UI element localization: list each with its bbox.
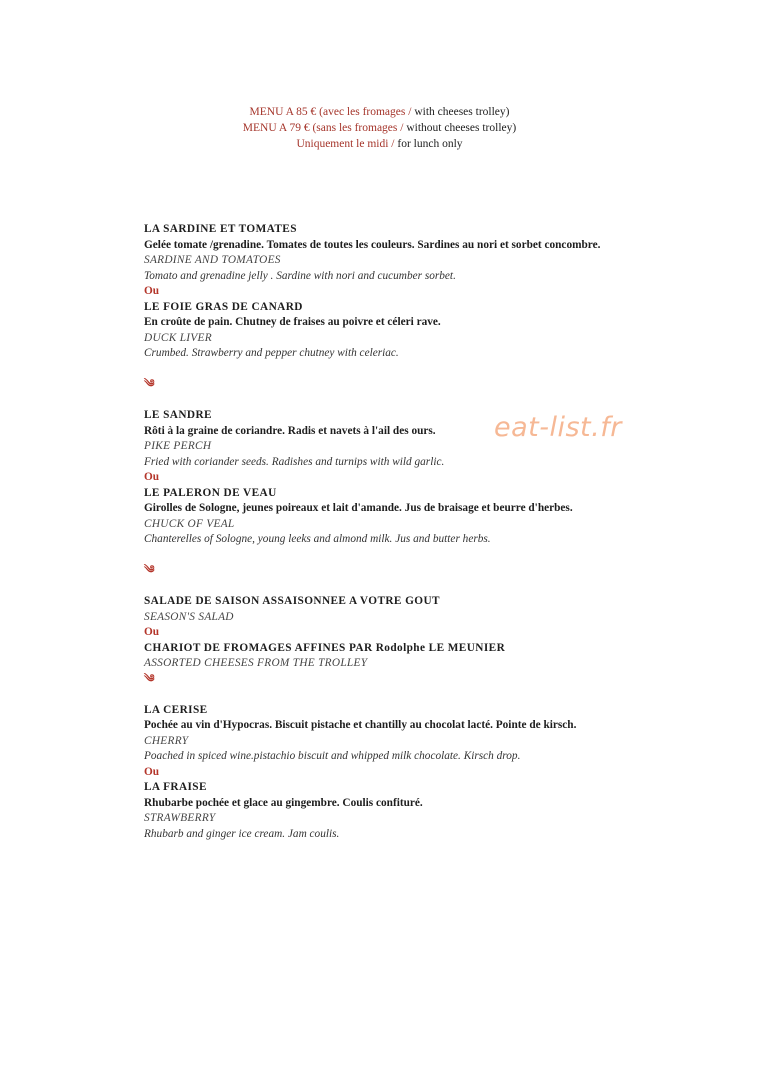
lunch-only-line: Uniquement le midi / for lunch only [296,138,463,150]
dish-title: LE SANDRE [144,409,212,421]
menu-header [0,104,759,152]
dish-description-english: Poached in spiced wine.pistachio biscuit and whipped milk chocolate. Kirsch drop. [144,750,521,762]
dessert-course [144,703,744,843]
or-separator: Ou [144,471,160,483]
dish-foie-gras [144,300,744,362]
price-line-with-cheese: MENU A 85 € (avec les fromages / with cheeses trolley) [249,106,510,118]
dish-salad [144,594,744,625]
dish-title-english: CHERRY [144,734,189,747]
dish-title: CHARIOT DE FROMAGES AFFINES PAR Rodolphe LE MEUNIER [144,641,506,654]
dish-sandre [144,408,744,470]
dish-title: SALADE DE SAISON ASSAISONNEE A VOTRE GOUT [144,595,440,607]
or-separator: Ou [144,765,160,778]
dish-cerise [144,703,744,765]
dish-description: Gelée tomate /grenadine. Tomates de toutes les couleurs. Sardines au nori et sorbet concombre. [144,238,601,251]
watermark: eat-list.fr [494,412,622,443]
dish-sardine [144,222,744,284]
dish-description: Rhubarbe pochée et glace au gingembre. Coulis confituré. [144,796,423,809]
dish-description: En croûte de pain. Chutney de fraises au poivre et céleri rave. [144,316,441,328]
dish-description: Pochée au vin d'Hypocras. Biscuit pistache et chantilly au chocolat lacté. Pointe de kirsch. [144,719,577,731]
dish-paleron [144,486,744,548]
dish-description-english: Fried with coriander seeds. Radishes and turnips with wild garlic. [144,455,445,468]
dish-title-english: SEASON'S SALAD [144,610,234,623]
dish-title: LA CERISE [144,703,208,716]
dish-title-english: CHUCK OF VEAL [144,517,235,530]
cheese-course [144,594,744,672]
main-course [144,408,744,548]
or-separator: Ou [144,626,160,638]
dish-description-english: Rhubarb and ginger ice cream. Jam coulis. [144,827,340,840]
or-separator: Ou [144,285,160,297]
ornament-icon: ༄ [144,378,155,390]
dish-description: Rôti à la graine de coriandre. Radis et navets à l'ail des ours. [144,424,436,437]
menu-body [144,222,744,842]
price-line-without-cheese: MENU A 79 € (sans les fromages / without cheeses trolley) [242,122,517,134]
dish-cheese-trolley [144,641,744,672]
ornament-icon: ༄ [144,564,155,576]
dish-description-english: Chanterelles of Sologne, young leeks and almond milk. Jus and butter herbs. [144,533,491,545]
dish-title-english: PIKE PERCH [144,440,212,452]
dish-description-english: Tomato and grenadine jelly . Sardine with nori and cucumber sorbet. [144,269,456,282]
dish-description: Girolles de Sologne, jeunes poireaux et lait d'amande. Jus de braisage et beurre d'herbes. [144,502,573,514]
dish-title-english: STRAWBERRY [144,812,216,824]
dish-fraise [144,780,744,842]
dish-title: LA SARDINE ET TOMATES [144,223,297,235]
starter-course [144,222,744,362]
dish-title-english: SARDINE AND TOMATOES [144,254,281,266]
dish-title-english: DUCK LIVER [144,331,212,344]
dish-title: LA FRAISE [144,781,207,793]
dish-title: LE FOIE GRAS DE CANARD [144,300,303,313]
dish-description-english: Crumbed. Strawberry and pepper chutney with celeriac. [144,347,399,359]
dish-title: LE PALERON DE VEAU [144,486,277,499]
ornament-icon: ༄ [144,672,155,685]
dish-title-english: ASSORTED CHEESES FROM THE TROLLEY [144,657,368,669]
